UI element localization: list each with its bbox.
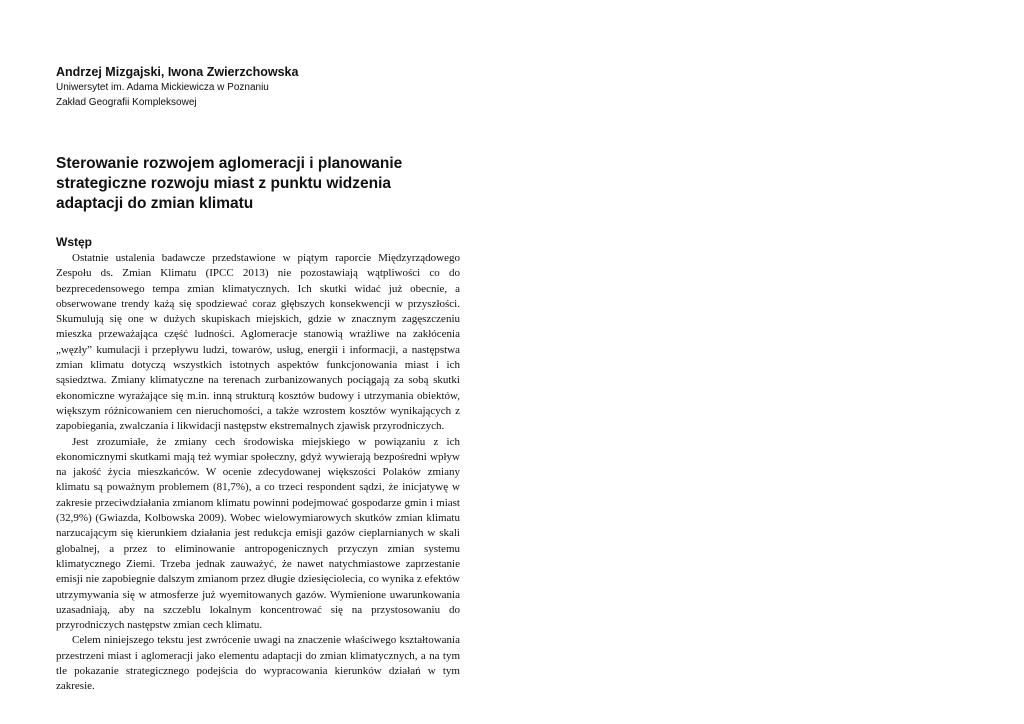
affiliation-department: Zakład Geografii Kompleksowej: [56, 97, 197, 108]
affiliation-university: Uniwersytet im. Adama Mickiewicza w Poznaniu: [56, 82, 269, 93]
section-heading: Wstęp: [56, 235, 92, 249]
body-paragraph: Jest zrozumiałe, że zmiany cech środowiska miejskiego w powiązaniu z ich ekonomicznymi skutkami mają też wymiar społeczny, gdyż wywierają bezpośredni wpływ na jakość życia mieszkańców. W ocenie zdecydowanej większości Polaków zmiany klimatu są poważnym problemem (81,7%), a co trzeci respondent sądzi, że inicjatywę w zakresie przeciwdziałania zmianom klimatu powinni podejmować gospodarze gmin i miast (32,9%) (Gwiazda, Kolbowska 2009). Wobec wielowymiarowych skutków zmian klimatu narzucającym się kierunkiem działania jest redukcja emisji gazów cieplarnianych w skali globalnej, a przez to eliminowanie antropogenicznych przyczyn zmian systemu klimatycznego Ziemi. Trzeba jednak zauważyć, że nawet natychmiastowe zaprzestanie emisji nie zapobiegnie dalszym zmianom przez długie dziesięciolecia, co wynika z efektów utrzymywania się w atmosferze już wyemitowanych gazów. Wymienione uwarunkowania uzasadniają, aby na szczeblu lokalnym koncentrować się na przystosowaniu do przyrodniczych następstw zmian cech klimatu.: [56, 435, 460, 632]
body-paragraph: Celem niniejszego tekstu jest zwrócenie uwagi na znaczenie właściwego kształtowania przestrzeni miast i aglomeracji jako elementu adaptacji do zmian klimatycznych, a na tym tle pokazanie strategicznego podejścia do wypracowania kierunków działań w tym zakresie.: [56, 634, 460, 693]
author-names: Andrzej Mizgajski, Iwona Zwierzchowska: [56, 65, 299, 79]
text-column: [56, 64, 460, 695]
article-title: Sterowanie rozwojem aglomeracji i planowanie strategiczne rozwoju miast z punktu widzenia adaptacji do zmian klimatu: [56, 155, 403, 212]
body-paragraph: Ostatnie ustalenia badawcze przedstawione w piątym raporcie Międzyrządowego Zespołu ds. Zmian Klimatu (IPCC 2013) nie pozostawiają wątpliwości co do bezprecedensowego tempa zmian klimatycznych. Ich skutki widać już obecnie, a obserwowane trendy każą się spodziewać coraz głębszych konsekwencji w przyszłości. Skumulują się one w dużych skupiskach miejskich, gdzie w znacznym zagęszczeniu mieszka przeważająca część ludności. Aglomeracje stanowią wrażliwe na zakłócenia „węzły” kumulacji i przepływu ludzi, towarów, usług, energii i informacji, a następstwa zmian klimatu dotyczą wszystkich istotnych aspektów funkcjonowania miast i ich sąsiedztwa. Zmiany klimatyczne na terenach zurbanizowanych pociągają za sobą skutki ekonomiczne wyrażające się m.in. inną strukturą kosztów budowy i utrzymania obiektów, większym różnicowaniem cen nieruchomości, a także wzrostem kosztów wynikających z zapobiegania, zwalczania i likwidacji następstw ekstremalnych zjawisk przyrodniczych.: [56, 252, 460, 433]
